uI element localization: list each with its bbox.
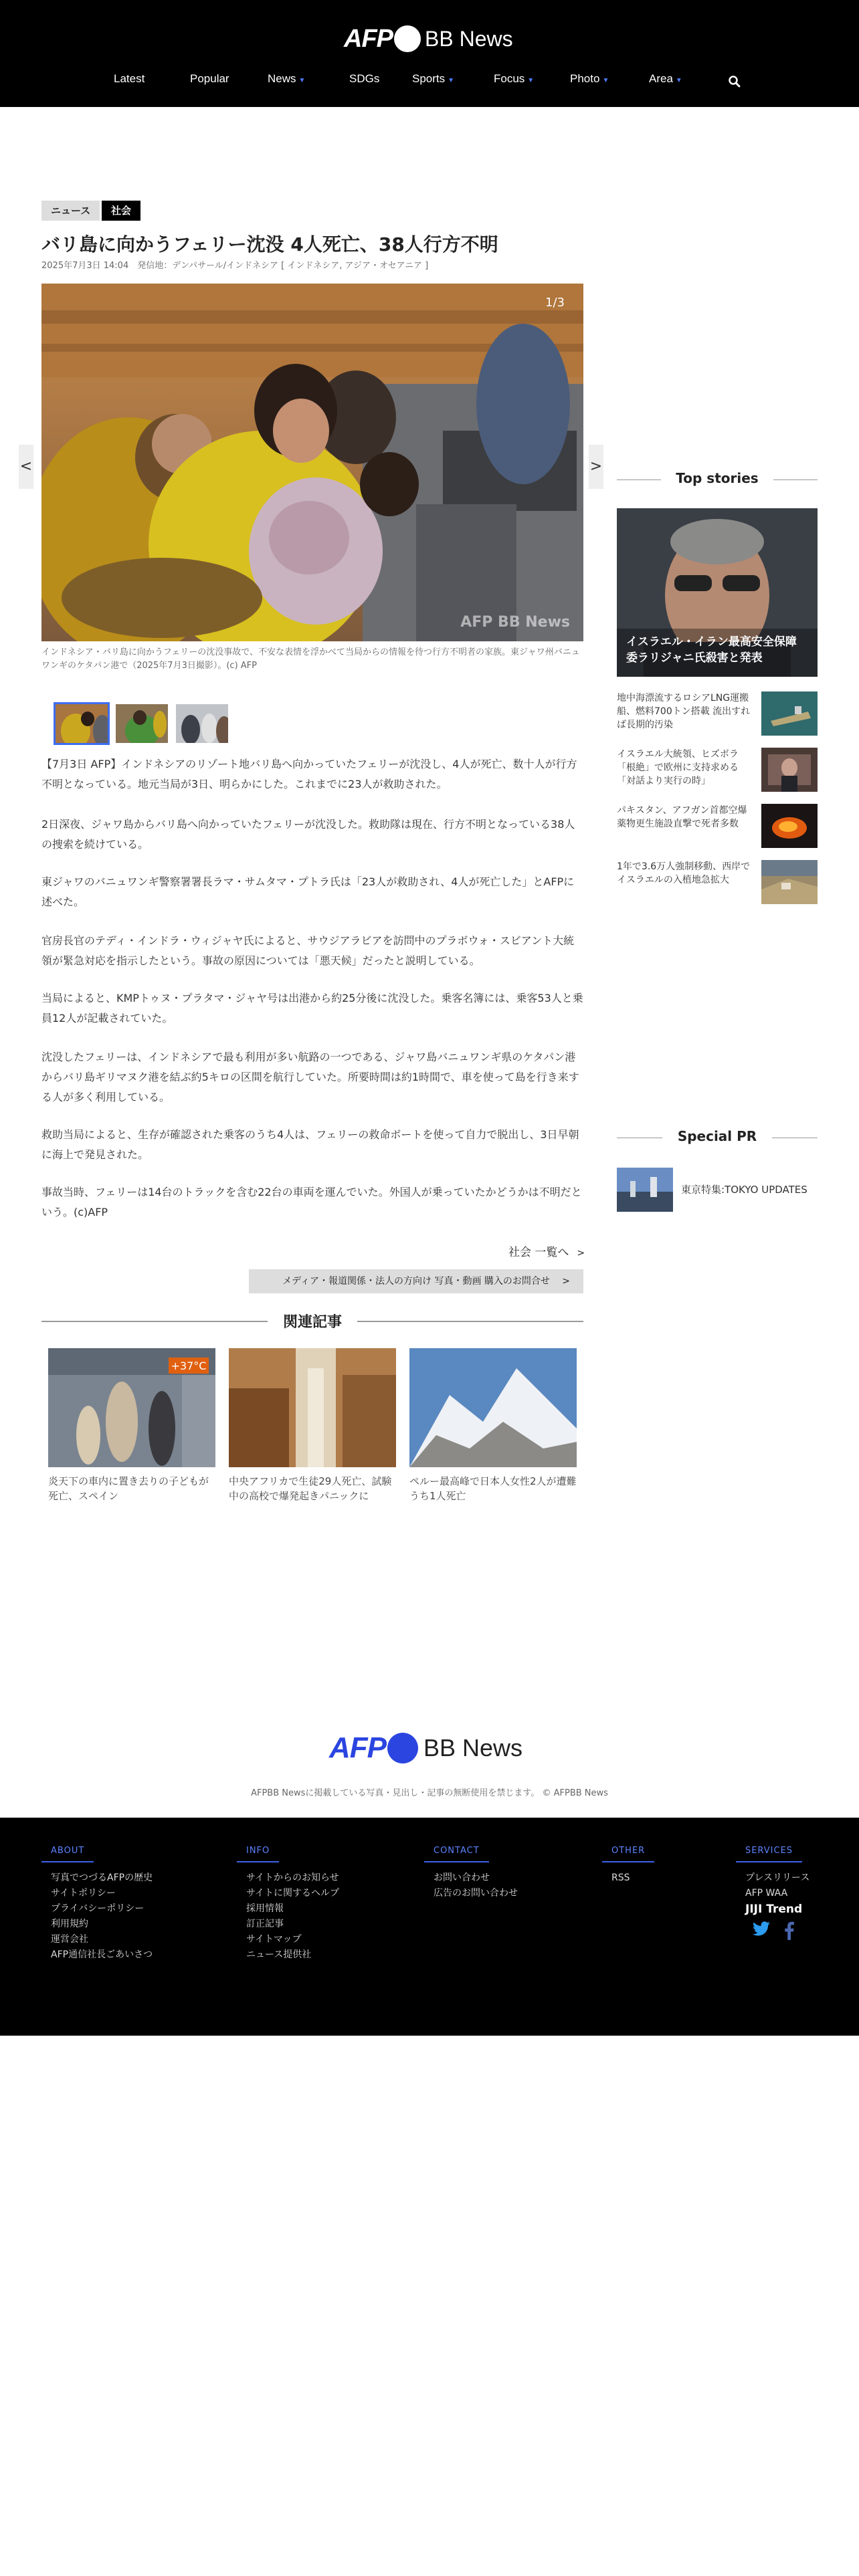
footer-column-other [602, 1843, 654, 1886]
article-meta: 2025年7月3日 14:04 発信地：デンパサール/インドネシア [ インドネシア, アジア・オセアニア ] [41, 261, 429, 271]
footer-link[interactable]: ニュース提供社 [246, 1949, 312, 1960]
photo-counter: 1/3 [545, 296, 565, 310]
related-article-image [409, 1348, 577, 1467]
related-article-image [229, 1348, 396, 1467]
related-article-card[interactable] [48, 1348, 215, 1503]
nav-item-photo[interactable] [570, 72, 609, 86]
nav-label: Area [649, 72, 673, 85]
top-story-text: パキスタン、アフガン首都空爆 薬物更生施設直撃で死者多数 [617, 805, 747, 829]
footer-column-heading: ABOUT [41, 1846, 94, 1862]
article-paragraph: 【7月3日 AFP】インドネシアのリゾート地バリ島へ向かっていたフェリーが沈没し、4人が死亡、数十人が行方不明となっている。地元当局が3日、明らかにした。これまでに23人が救助された。 [41, 758, 577, 790]
footer-logo[interactable] [329, 1731, 522, 1765]
top-story-item[interactable] [617, 748, 818, 792]
related-article-image [48, 1348, 215, 1467]
badge-news[interactable]: ニュース [41, 201, 100, 221]
footer-link[interactable]: RSS [611, 1872, 630, 1883]
copyright-notice: AFPBB Newsに掲載している写真・見出し・記事の無断使用を禁じます。 © AFPBB News [251, 1788, 608, 1798]
footer-link[interactable]: AFP通信社長ごあいさつ [51, 1949, 153, 1960]
footer-link[interactable]: サイトマップ [246, 1934, 302, 1945]
nav-label: News [268, 72, 296, 85]
chevron-right-icon: > [577, 1248, 585, 1259]
twitter-icon[interactable] [752, 1921, 771, 1937]
footer-link[interactable]: 広告のお問い合わせ [434, 1888, 518, 1899]
top-story-item[interactable] [617, 691, 818, 736]
top-story-text: イスラエル大統領、ヒズボラ「根絶」で欧州に支持求める「対話より実行の時」 [617, 749, 739, 786]
photo-caption: インドネシア・バリ島に向かうフェリーの沈没事故で、不安な表情を浮かべて当局からの情報を待つ行方不明者の家族。東ジャワ州バニュワンギのケタパン港で（2025年7月3日撮影）。(c) AFP [41, 647, 580, 671]
article-paragraph: 事故当時、フェリーは14台のトラックを含む22台の車両を運んでいた。外国人が乗っていたかどうかは不明だという。(c)AFP [41, 1186, 582, 1218]
top-stories-heading: Top stories [661, 470, 773, 486]
footer-link[interactable]: プライバシーポリシー [51, 1903, 145, 1914]
nav-label: Popular [190, 72, 229, 85]
footer-column-services [736, 1843, 809, 1940]
next-photo-button[interactable]: > [589, 445, 603, 489]
chevron-down-icon: ▼ [527, 77, 535, 84]
chevron-right-icon: > [562, 1276, 570, 1287]
logo-dot [394, 25, 421, 52]
photo-thumbnail[interactable] [54, 702, 110, 745]
footer-column-info [237, 1843, 339, 1963]
nav-item-latest[interactable] [114, 72, 145, 86]
main-photo[interactable] [41, 284, 583, 641]
afpbb-logo[interactable] [344, 21, 513, 56]
related-article-caption: ペルー最高峰で日本人女性2人が遭難 うち1人死亡 [409, 1475, 577, 1502]
footer-link[interactable]: プレスリリース [745, 1872, 810, 1883]
media-inquiry-label: メディア・報道関係・法人の方向け 写真・動画 購入のお問合せ [282, 1276, 550, 1287]
article-paragraph: 官房長官のテディ・インドラ・ウィジャヤ氏によると、サウジアラビアを訪問中のプラボウォ・スビアント大統領が緊急対応を指示したという。事故の原因については「悪天候」だったと説明している。 [41, 934, 575, 967]
media-inquiry-bar[interactable] [249, 1269, 583, 1293]
related-article-card[interactable] [229, 1348, 396, 1503]
top-story-thumbnail [761, 691, 818, 736]
main-photo-image [41, 284, 583, 641]
footer-link[interactable]: 写真でつづるAFPの歴史 [51, 1872, 153, 1883]
chevron-down-icon: ▼ [602, 77, 609, 84]
footer-column-heading: INFO [237, 1846, 279, 1862]
footer-link[interactable]: サイトからのお知らせ [246, 1872, 339, 1883]
nav-item-sports[interactable] [412, 72, 454, 86]
special-pr-item[interactable] [617, 1168, 818, 1212]
facebook-icon[interactable] [784, 1921, 795, 1940]
related-article-caption: 中央アフリカで生徒29人死亡、試験中の高校で爆発起きパニックに [229, 1475, 392, 1502]
footer-column-about [41, 1843, 153, 1963]
badge-category[interactable]: 社会 [102, 201, 140, 221]
chevron-down-icon: ▼ [675, 77, 682, 84]
nav-item-popular[interactable] [190, 72, 229, 86]
footer-link[interactable]: 運営会社 [51, 1934, 88, 1945]
nav-label: Latest [114, 72, 145, 85]
footer-link[interactable]: 訂正記事 [246, 1919, 284, 1929]
photo-thumbnail[interactable] [174, 702, 230, 745]
footer-column-contact [424, 1843, 518, 1901]
special-pr-heading: Special PR [662, 1128, 772, 1144]
special-pr-text: 東京特集:TOKYO UPDATES [681, 1184, 807, 1196]
logo-afp-text: AFP [344, 24, 393, 53]
special-pr-thumbnail [617, 1168, 673, 1212]
thumbnail-image [56, 704, 110, 745]
footer-link[interactable]: 利用規約 [51, 1919, 88, 1929]
top-story-thumbnail [761, 804, 818, 848]
footer-column-heading: CONTACT [424, 1846, 489, 1862]
top-story-text: 地中海漂流するロシアLNG運搬船、燃料700トン搭載 流出すれば長期的汚染 [617, 693, 751, 730]
nav-label: SDGs [349, 72, 380, 85]
jiji-trend-link[interactable]: JIJI Trend [745, 1903, 803, 1916]
category-list-link[interactable] [508, 1243, 585, 1259]
related-article-caption: 炎天下の車内に置き去りの子どもが死亡、スペイン [48, 1475, 209, 1502]
top-story-item[interactable] [617, 860, 818, 904]
nav-label: Focus [494, 72, 525, 85]
logo-bbnews-text: BB News [423, 1734, 523, 1761]
temperature-overlay: +37°C [171, 1360, 207, 1372]
logo-dot [387, 1733, 418, 1763]
nav-label: Photo [570, 72, 600, 85]
footer-column-heading: OTHER [602, 1846, 654, 1862]
nav-item-news[interactable] [268, 72, 305, 86]
article-paragraph: 沈没したフェリーは、インドネシアで最も利用が多い航路の一つである、ジャワ島バニュワンギ県のケタパン港からバリ島ギリマヌク港を結ぶ約5キロの区間を航行していた。所要時間は約1時間で、車を使って島を行き来する人が多く利用している。 [41, 1051, 579, 1103]
chevron-down-icon: ▼ [448, 77, 455, 84]
chevron-down-icon: ▼ [298, 77, 306, 84]
top-story-item[interactable] [617, 804, 818, 848]
photo-watermark: AFP BB News [460, 614, 570, 631]
prev-photo-button[interactable]: < [19, 445, 33, 489]
footer-column-heading: SERVICES [736, 1846, 802, 1862]
article-paragraph: 当局によると、KMPトゥヌ・プラタマ・ジャヤ号は出港から約25分後に沈没した。乗客名簿には、乗客53人と乗員12人が記載されていた。 [41, 992, 583, 1025]
logo-afp-text: AFP [329, 1731, 386, 1764]
related-article-card[interactable] [409, 1348, 577, 1503]
footer-link[interactable]: AFP WAA [745, 1888, 788, 1899]
footer-link[interactable]: サイトポリシー [51, 1888, 116, 1899]
top-story-text: 1年で3.6万人強制移動、西岸でイスラエルの入植地急拡大 [617, 861, 751, 885]
nav-item-sdgs[interactable] [349, 72, 379, 86]
top-story-feature[interactable] [617, 508, 818, 677]
nav-item-focus[interactable] [494, 72, 534, 86]
thumbnail-image [176, 704, 230, 745]
category-list-link-label: 社会 一覧へ [508, 1246, 569, 1259]
article-title: バリ島に向かうフェリー沈没 4人死亡、38人行方不明 [41, 233, 498, 255]
logo-bbnews-text: BB News [425, 26, 513, 51]
top-story-thumbnail [761, 748, 818, 792]
footer-link[interactable]: 採用情報 [246, 1903, 284, 1914]
site-footer [0, 1818, 859, 2036]
search-icon[interactable] [728, 75, 741, 88]
article-paragraph: 救助当局によると、生存が確認された乗客のうち4人は、フェリーの救命ボートを使って自力で脱出し、3日早朝に海上で発見された。 [41, 1128, 579, 1161]
photo-thumbnail[interactable] [114, 702, 170, 745]
top-story-thumbnail [761, 860, 818, 904]
top-story-title: イスラエル・イラン最高安全保障委ラリジャニ氏殺害と発表 [626, 635, 797, 665]
related-heading: 関連記事 [268, 1311, 357, 1331]
nav-item-area[interactable] [649, 72, 682, 86]
site-header [0, 0, 859, 107]
nav-label: Sports [412, 72, 446, 85]
footer-link[interactable]: サイトに関するヘルプ [246, 1888, 340, 1899]
article-paragraph: 2日深夜、ジャワ島からバリ島へ向かっていたフェリーが沈没した。救助隊は現在、行方不明となっている38人の捜索を続けている。 [41, 818, 575, 851]
article-paragraph: 東ジャワのバニュワンギ警察署署長ラマ・サムタマ・プトラ氏は「23人が救助され、4人が死亡した」とAFPに述べた。 [41, 875, 575, 908]
social-links [736, 1921, 809, 1940]
thumbnail-image [116, 704, 170, 745]
footer-link[interactable]: お問い合わせ [434, 1872, 490, 1883]
